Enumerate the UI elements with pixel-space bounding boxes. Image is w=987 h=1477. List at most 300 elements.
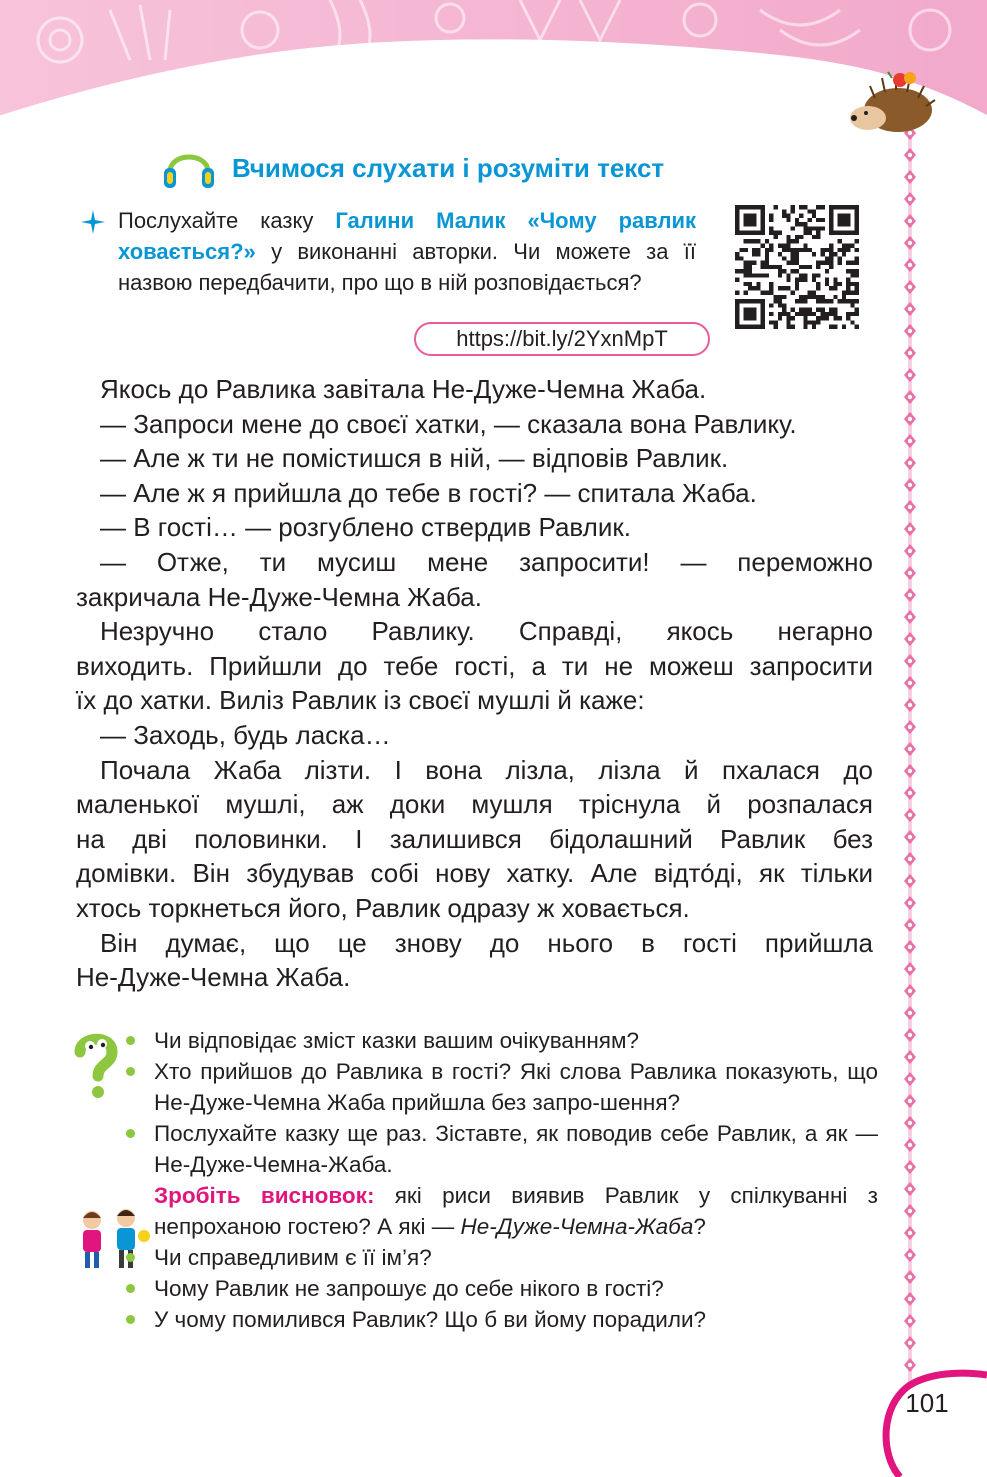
question-text: Чи справедливим є її ім’я? — [154, 1245, 432, 1270]
qr-module — [829, 248, 833, 252]
qr-module — [778, 316, 782, 320]
qr-module — [825, 256, 829, 260]
qr-module — [855, 239, 859, 243]
ornament-dot — [908, 439, 912, 443]
qr-module — [782, 303, 786, 307]
qr-module — [795, 252, 799, 256]
ornament-dot — [908, 263, 912, 267]
qr-code[interactable] — [735, 205, 859, 329]
qr-finder — [838, 214, 851, 227]
qr-module — [786, 239, 790, 243]
ornament-dot — [908, 769, 912, 773]
story-text — [76, 372, 873, 995]
qr-module — [812, 312, 816, 316]
question-item — [120, 1242, 878, 1273]
qr-module — [846, 286, 850, 290]
story-line: хтось торкнеться його, Равлик одразу ж ховається. — [76, 892, 690, 923]
qr-module — [799, 205, 803, 209]
qr-module — [812, 214, 816, 218]
page-number-decoration — [870, 1365, 987, 1477]
qr-module — [846, 299, 850, 303]
qr-module — [748, 282, 752, 286]
qr-module — [808, 308, 812, 312]
ornament-dot — [908, 681, 912, 685]
qr-module — [803, 278, 807, 282]
qr-module — [799, 265, 803, 269]
qr-module — [778, 273, 782, 277]
question-mark-icon — [68, 1030, 124, 1100]
qr-module — [791, 261, 795, 265]
qr-module — [765, 261, 769, 265]
story-line: — Запроси мене до своєї хатки, — сказала вона Равлику. — [100, 408, 797, 439]
qr-module — [838, 239, 842, 243]
qr-module — [821, 299, 825, 303]
qr-module — [782, 295, 786, 299]
ornament-dot — [908, 285, 912, 289]
qr-module — [795, 278, 799, 282]
qr-module — [773, 205, 777, 209]
qr-module — [786, 235, 790, 239]
qr-module — [786, 325, 790, 329]
qr-module — [825, 278, 829, 282]
qr-module — [769, 243, 773, 247]
qr-module — [855, 308, 859, 312]
qr-module — [829, 256, 833, 260]
qr-module — [829, 325, 833, 329]
ornament-dot — [908, 197, 912, 201]
qr-module — [821, 205, 825, 209]
qr-module — [782, 243, 786, 247]
qr-module — [855, 273, 859, 277]
qr-finder — [744, 308, 757, 321]
qr-module — [850, 282, 854, 286]
qr-module — [808, 209, 812, 213]
qr-module — [744, 269, 748, 273]
conclusion-italic: Не-Дуже-Чемна-Жаба — [460, 1214, 694, 1239]
qr-module — [833, 295, 837, 299]
ornament-dot — [908, 351, 912, 355]
qr-module — [816, 286, 820, 290]
question-text: Чому Равлик не запрошує до себе нікого в гості? — [154, 1276, 664, 1301]
qr-module — [816, 218, 820, 222]
qr-module — [761, 291, 765, 295]
qr-module — [786, 261, 790, 265]
ornament-dot — [908, 1055, 912, 1059]
qr-module — [786, 243, 790, 247]
task-author-title: Галини Малик «Чому равлик ховається?» — [118, 208, 697, 264]
task-rest: у виконанні авторки. Чи можете за її назвою передбачити, про що в ній розповідається? — [118, 239, 696, 295]
page-number: 101 — [905, 1388, 949, 1418]
qr-module — [846, 269, 850, 273]
qr-module — [846, 261, 850, 265]
qr-module — [773, 295, 777, 299]
bullet-icon — [126, 1129, 135, 1138]
qr-module — [765, 248, 769, 252]
qr-module — [761, 273, 765, 277]
qr-module — [799, 222, 803, 226]
qr-module — [799, 235, 803, 239]
qr-module — [786, 316, 790, 320]
question-item — [120, 1273, 878, 1304]
qr-module — [812, 325, 816, 329]
qr-module — [748, 273, 752, 277]
qr-module — [744, 282, 748, 286]
qr-module — [850, 261, 854, 265]
qr-module — [778, 265, 782, 269]
qr-module — [808, 231, 812, 235]
qr-module — [799, 278, 803, 282]
task-text — [118, 205, 696, 298]
question-text: Чи відповідає зміст казки вашим очікуванням? — [154, 1028, 639, 1053]
qr-module — [786, 320, 790, 324]
qr-module — [808, 295, 812, 299]
qr-module — [808, 320, 812, 324]
ornament-dot — [908, 923, 912, 927]
qr-module — [808, 248, 812, 252]
qr-module — [769, 218, 773, 222]
question-item — [120, 1056, 878, 1118]
ornament-dot — [908, 1275, 912, 1279]
qr-module — [816, 226, 820, 230]
ornament-dot — [908, 1253, 912, 1257]
qr-module — [850, 273, 854, 277]
qr-module — [821, 261, 825, 265]
story-line: закричала Не-Дуже-Чемна Жаба. — [76, 581, 482, 612]
qr-module — [855, 312, 859, 316]
ornament-dot — [908, 1187, 912, 1191]
qr-module — [769, 312, 773, 316]
qr-module — [761, 243, 765, 247]
qr-module — [842, 299, 846, 303]
story-line: домівки. Він збудував собі нову хатку. Але відто́ді, як тільки — [76, 858, 873, 889]
qr-module — [748, 286, 752, 290]
qr-module — [829, 308, 833, 312]
qr-module — [769, 265, 773, 269]
qr-module — [769, 231, 773, 235]
qr-module — [782, 256, 786, 260]
ornament-dot — [908, 1033, 912, 1037]
qr-module — [795, 222, 799, 226]
qr-module — [812, 278, 816, 282]
qr-module — [773, 235, 777, 239]
qr-module — [803, 295, 807, 299]
qr-module — [778, 231, 782, 235]
qr-module — [821, 316, 825, 320]
qr-module — [756, 252, 760, 256]
question-item — [120, 1118, 878, 1180]
qr-module — [773, 325, 777, 329]
qr-module — [778, 312, 782, 316]
ornament-dot — [908, 329, 912, 333]
qr-module — [850, 299, 854, 303]
qr-module — [829, 252, 833, 256]
bullet-icon — [126, 1315, 135, 1324]
qr-module — [799, 214, 803, 218]
qr-module — [786, 273, 790, 277]
qr-module — [782, 248, 786, 252]
qr-module — [803, 265, 807, 269]
qr-module — [799, 295, 803, 299]
conclusion-label: Зробіть висновок: — [154, 1183, 375, 1208]
qr-module — [855, 299, 859, 303]
ornament-border — [895, 125, 925, 1385]
qr-module — [816, 205, 820, 209]
story-line: — Заходь, будь ласка… — [100, 719, 391, 750]
qr-module — [791, 209, 795, 213]
qr-module — [791, 325, 795, 329]
story-line: на дві половинки. І залишився бідолашний Равлик без — [76, 823, 873, 854]
qr-module — [735, 291, 739, 295]
qr-module — [803, 299, 807, 303]
story-line: Він думає, що це знову до нього в гості прийшла — [100, 927, 873, 958]
conclusion-text: які риси виявив Равлик у спілкуванні з непроханою гостею? А які — — [154, 1183, 878, 1239]
qr-module — [842, 248, 846, 252]
qr-module — [850, 291, 854, 295]
qr-module — [769, 248, 773, 252]
qr-module — [808, 218, 812, 222]
qr-module — [855, 269, 859, 273]
qr-module — [795, 286, 799, 290]
bullet-icon — [126, 1036, 135, 1045]
qr-module — [812, 209, 816, 213]
ornament-dot — [908, 1121, 912, 1125]
qr-module — [786, 286, 790, 290]
qr-module — [786, 214, 790, 218]
qr-module — [803, 316, 807, 320]
qr-module — [825, 261, 829, 265]
qr-module — [846, 248, 850, 252]
qr-module — [850, 312, 854, 316]
qr-module — [838, 261, 842, 265]
qr-module — [803, 248, 807, 252]
qr-module — [791, 252, 795, 256]
section-header — [160, 138, 664, 198]
qr-module — [782, 209, 786, 213]
qr-module — [842, 325, 846, 329]
qr-module — [769, 320, 773, 324]
bullet-icon — [126, 1067, 135, 1076]
qr-module — [850, 243, 854, 247]
link-url[interactable]: https://bit.ly/2YxnMpT — [414, 322, 710, 356]
qr-module — [825, 248, 829, 252]
qr-module — [816, 308, 820, 312]
qr-module — [833, 278, 837, 282]
qr-module — [816, 316, 820, 320]
qr-module — [752, 252, 756, 256]
questions-list — [120, 1025, 878, 1335]
qr-module — [786, 312, 790, 316]
qr-module — [778, 269, 782, 273]
qr-module — [803, 320, 807, 324]
story-line: їх до хатки. Виліз Равлик із своєї мушлі й каже: — [76, 685, 645, 716]
qr-module — [803, 226, 807, 230]
qr-module — [795, 248, 799, 252]
qr-module — [778, 303, 782, 307]
qr-module — [778, 252, 782, 256]
qr-module — [803, 222, 807, 226]
qr-module — [825, 269, 829, 273]
ornament-dot — [908, 703, 912, 707]
story-line: — В гості… — розгублено ствердив Равлик. — [100, 512, 631, 543]
qr-module — [821, 252, 825, 256]
ornament-dot — [908, 219, 912, 223]
qr-module — [735, 278, 739, 282]
qr-module — [739, 269, 743, 273]
qr-module — [782, 286, 786, 290]
qr-module — [829, 265, 833, 269]
qr-module — [803, 308, 807, 312]
conclusion-task — [120, 1180, 878, 1242]
ornament-dot — [908, 417, 912, 421]
qr-module — [855, 261, 859, 265]
ornament-dot — [908, 571, 912, 575]
qr-module — [795, 269, 799, 273]
ornament-dot — [908, 1319, 912, 1323]
headphones-icon — [160, 142, 218, 194]
qr-module — [744, 265, 748, 269]
ornament-dot — [908, 241, 912, 245]
ornament-dot — [908, 1341, 912, 1345]
qr-module — [782, 214, 786, 218]
ornament-dot — [908, 879, 912, 883]
qr-module — [816, 265, 820, 269]
qr-module — [791, 205, 795, 209]
qr-module — [816, 261, 820, 265]
qr-module — [765, 252, 769, 256]
qr-module — [803, 231, 807, 235]
qr-module — [812, 291, 816, 295]
qr-module — [739, 256, 743, 260]
qr-module — [782, 308, 786, 312]
ornament-dot — [908, 1099, 912, 1103]
ornament-dot — [908, 483, 912, 487]
qr-module — [838, 299, 842, 303]
qr-module — [744, 248, 748, 252]
qr-module — [756, 273, 760, 277]
qr-module — [842, 295, 846, 299]
ornament-dot — [908, 549, 912, 553]
qr-module — [752, 239, 756, 243]
qr-module — [829, 312, 833, 316]
qr-module — [765, 273, 769, 277]
qr-module — [795, 256, 799, 260]
qr-module — [795, 218, 799, 222]
qr-module — [786, 248, 790, 252]
qr-module — [765, 239, 769, 243]
section-title: Вчимося слухати і розуміти текст — [232, 152, 665, 183]
qr-module — [833, 252, 837, 256]
qr-module — [791, 239, 795, 243]
qr-module — [816, 282, 820, 286]
question-text: Послухайте казку ще раз. Зіставте, як поводив себе Равлик, а як — Не-Дуже-Чемна-Жаба. — [154, 1121, 878, 1177]
qr-module — [846, 291, 850, 295]
ornament-dot — [908, 395, 912, 399]
story-line: Почала Жаба лізти. І вона лізла, лізла й пхалася до — [100, 754, 873, 785]
story-line: Не-Дуже-Чемна Жаба. — [76, 962, 351, 993]
ornament-dot — [908, 659, 912, 663]
story-line: маленької мушлі, аж доки мушля тріснула й розпалася — [76, 789, 873, 820]
qr-module — [799, 273, 803, 277]
qr-module — [825, 312, 829, 316]
story-line: Якось до Равлика завітала Не-Дуже-Чемна Жаба. — [100, 374, 707, 404]
qr-module — [799, 299, 803, 303]
qr-module — [773, 265, 777, 269]
qr-module — [744, 291, 748, 295]
qr-module — [850, 303, 854, 307]
qr-module — [786, 218, 790, 222]
qr-module — [850, 269, 854, 273]
qr-module — [744, 261, 748, 265]
qr-module — [765, 265, 769, 269]
ornament-dot — [908, 1297, 912, 1301]
qr-module — [833, 325, 837, 329]
bullet-icon — [126, 1284, 135, 1293]
qr-module — [846, 243, 850, 247]
qr-module — [791, 256, 795, 260]
ornament-dot — [908, 1231, 912, 1235]
qr-module — [773, 320, 777, 324]
qr-module — [769, 226, 773, 230]
ornament-dot — [908, 1143, 912, 1147]
qr-module — [846, 316, 850, 320]
question-item — [120, 1304, 878, 1335]
qr-module — [791, 269, 795, 273]
ornament-dot — [908, 373, 912, 377]
qr-module — [752, 248, 756, 252]
star-icon — [80, 209, 106, 235]
ornament-dot — [908, 153, 912, 157]
ornament-dot — [908, 989, 912, 993]
ornament-dot — [908, 615, 912, 619]
qr-module — [735, 269, 739, 273]
qr-module — [816, 273, 820, 277]
ornament-dot — [908, 637, 912, 641]
ornament-dot — [908, 747, 912, 751]
qr-module — [803, 312, 807, 316]
story-line: — Але ж ти не помістишся в ній, — відповів Равлик. — [100, 443, 729, 474]
qr-module — [855, 291, 859, 295]
qr-module — [846, 312, 850, 316]
qr-module — [812, 273, 816, 277]
ornament-dot — [908, 967, 912, 971]
qr-module — [765, 256, 769, 260]
qr-module — [756, 282, 760, 286]
qr-module — [773, 231, 777, 235]
qr-module — [769, 291, 773, 295]
qr-module — [778, 295, 782, 299]
qr-module — [808, 312, 812, 316]
ornament-dot — [908, 857, 912, 861]
qr-module — [846, 278, 850, 282]
qr-module — [812, 252, 816, 256]
qr-module — [778, 243, 782, 247]
ornament-dot — [908, 175, 912, 179]
qr-module — [756, 286, 760, 290]
qr-module — [829, 286, 833, 290]
qr-module — [842, 252, 846, 256]
qr-module — [735, 252, 739, 256]
question-item — [120, 1025, 878, 1056]
qr-module — [833, 282, 837, 286]
qr-module — [821, 308, 825, 312]
qr-module — [812, 320, 816, 324]
qr-module — [791, 226, 795, 230]
qr-module — [821, 295, 825, 299]
ornament-dot — [908, 461, 912, 465]
qr-module — [795, 282, 799, 286]
ornament-dot — [908, 307, 912, 311]
ornament-dot — [908, 1077, 912, 1081]
